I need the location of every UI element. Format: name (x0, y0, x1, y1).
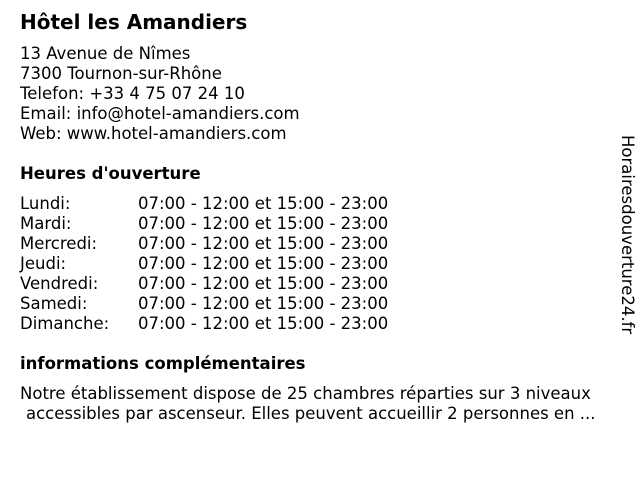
day-label: Mardi: (20, 214, 72, 233)
time-range: 07:00 - 12:00 et 15:00 - 23:00 (138, 254, 389, 273)
additional-info-heading: informations complémentaires (20, 354, 306, 373)
address-street: 13 Avenue de Nîmes (20, 44, 191, 63)
hours-row-wednesday (20, 234, 388, 254)
additional-info-text (20, 384, 620, 424)
day-label: Dimanche: (20, 314, 110, 333)
phone-number: Telefon: +33 4 75 07 24 10 (20, 84, 245, 103)
opening-hours-heading: Heures d'ouverture (20, 164, 201, 183)
address-city: 7300 Tournon-sur-Rhône (20, 64, 222, 83)
day-label: Vendredi: (20, 274, 99, 293)
hotel-name: Hôtel les Amandiers (20, 10, 248, 34)
time-range: 07:00 - 12:00 et 15:00 - 23:00 (138, 194, 389, 213)
time-range: 07:00 - 12:00 et 15:00 - 23:00 (138, 274, 389, 293)
hours-row-saturday (20, 294, 388, 314)
time-range: 07:00 - 12:00 et 15:00 - 23:00 (138, 234, 389, 253)
day-label: Lundi: (20, 194, 71, 213)
time-range: 07:00 - 12:00 et 15:00 - 23:00 (138, 314, 389, 333)
email-address: Email: info@hotel-amandiers.com (20, 104, 300, 123)
hours-row-tuesday (20, 214, 388, 234)
contact-block (20, 44, 300, 144)
site-watermark (611, 135, 637, 371)
website-address: Web: www.hotel-amandiers.com (20, 124, 287, 143)
hours-row-sunday (20, 314, 388, 334)
day-label: Jeudi: (20, 254, 67, 273)
day-label: Samedi: (20, 294, 88, 313)
watermark-text: Horairesdouverture24.fr (618, 135, 637, 335)
info-text-line-1: Notre établissement dispose de 25 chambres réparties sur 3 niveaux (20, 384, 591, 403)
hours-row-friday (20, 274, 388, 294)
day-label: Mercredi: (20, 234, 98, 253)
time-range: 07:00 - 12:00 et 15:00 - 23:00 (138, 294, 389, 313)
time-range: 07:00 - 12:00 et 15:00 - 23:00 (138, 214, 389, 233)
info-text-line-2: accessibles par ascenseur. Elles peuvent accueillir 2 personnes en ... (26, 404, 596, 423)
hours-row-monday (20, 194, 388, 214)
hours-row-thursday (20, 254, 388, 274)
opening-hours-table (20, 194, 388, 334)
